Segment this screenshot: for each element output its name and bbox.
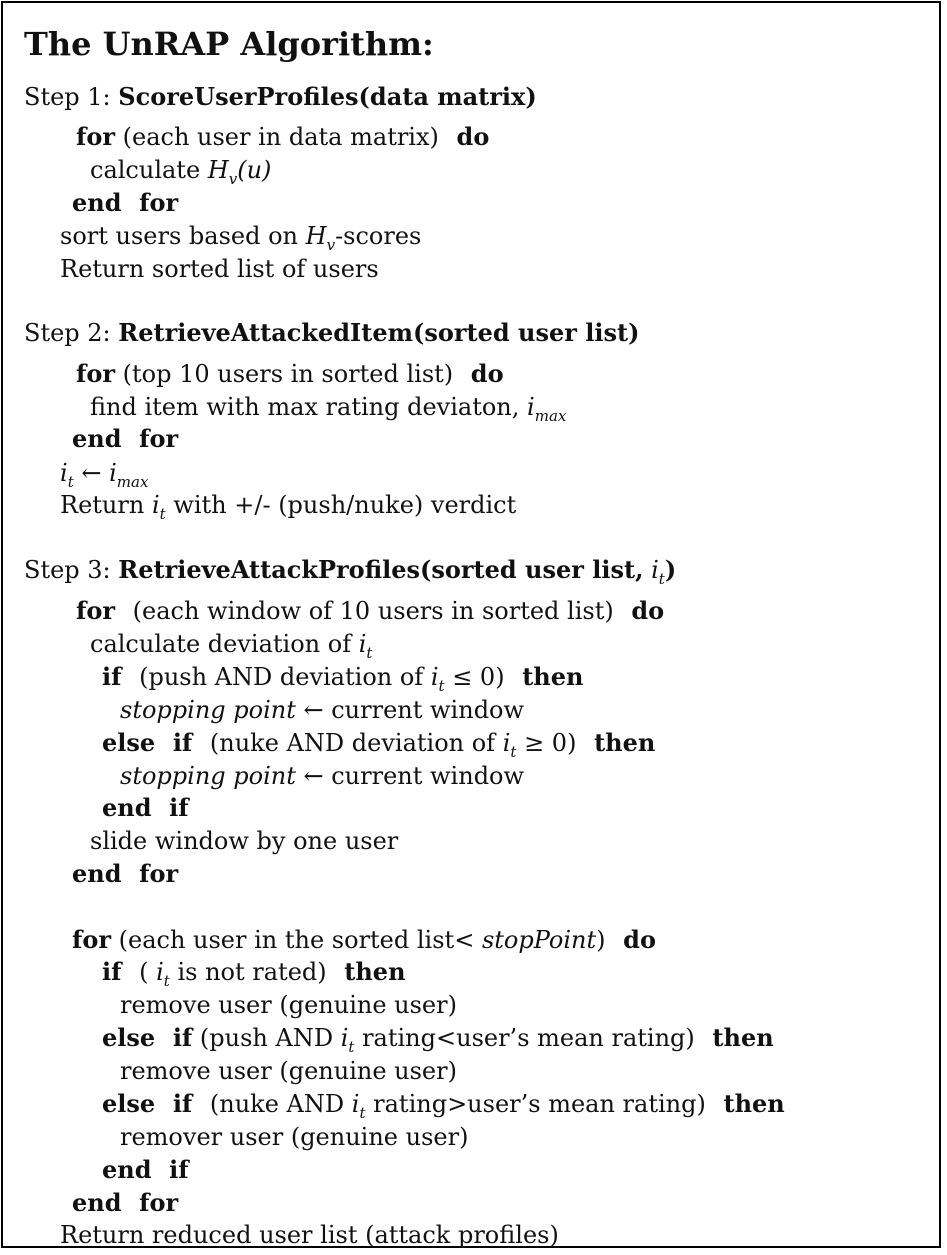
step1-function: ScoreUserProfiles(data matrix) <box>118 82 537 111</box>
math-h: H <box>207 156 229 184</box>
step2-for-line <box>76 359 504 389</box>
math-sub: t <box>159 504 166 523</box>
step1-calc-text: calculate <box>90 156 201 184</box>
step1-sort-text: sort users based on <box>60 222 298 250</box>
algorithm-title: The UnRAP Algorithm: <box>24 25 434 63</box>
step3-endif2-line <box>102 1155 189 1185</box>
keyword-if: if <box>102 662 122 691</box>
step3-label: Step 3: <box>24 556 111 584</box>
step2-return-line <box>60 490 517 523</box>
for2-condition: (each user in the sorted list< <box>118 926 475 954</box>
math-sub: t <box>67 472 74 491</box>
keyword-end: end <box>72 859 122 888</box>
calcdev-text: calculate deviation of <box>90 630 352 658</box>
step2-for-condition: (top 10 users in sorted list) <box>122 360 454 388</box>
keyword-then: then <box>594 728 656 757</box>
keyword-if: if <box>169 793 189 822</box>
math-h: H <box>305 222 327 250</box>
keyword-then: then <box>712 1023 774 1052</box>
keyword-for: for <box>139 424 179 453</box>
stop-assign: ← current window <box>303 696 525 724</box>
keyword-for: for <box>139 188 179 217</box>
math-sub: v <box>228 169 238 188</box>
step2-heading <box>24 318 639 348</box>
keyword-for: for <box>76 359 115 388</box>
keyword-for: for <box>139 859 179 888</box>
step3-endif-line <box>102 793 189 823</box>
step1-sort-line <box>60 221 422 254</box>
keyword-then: then <box>344 957 406 986</box>
math-i: i <box>151 491 160 519</box>
paren-open: ( <box>139 958 149 986</box>
keyword-for: for <box>139 1188 179 1217</box>
if2-condition: is not rated) <box>177 958 327 986</box>
step3-function: RetrieveAttackProfiles(sorted user list, <box>118 555 644 584</box>
step1-for-condition: (each user in data matrix) <box>122 123 439 151</box>
paren-close: ) <box>596 926 606 954</box>
keyword-for: for <box>76 122 115 151</box>
math-sub: t <box>348 1037 355 1056</box>
math-i: i <box>430 663 439 691</box>
if-condition: (push AND deviation of <box>139 663 424 691</box>
keyword-do: do <box>631 596 665 625</box>
math-i: i <box>651 556 659 584</box>
keyword-end: end <box>72 424 122 453</box>
stopping-point-var: stopping point <box>120 696 296 724</box>
return-suffix: with +/- (push/nuke) verdict <box>173 491 517 519</box>
step1-sort-suffix: -scores <box>335 222 422 250</box>
math-sub: t <box>366 643 373 662</box>
step1-label: Step 1: <box>24 83 111 111</box>
keyword-else: else <box>102 1089 156 1118</box>
elseif3-condition: (nuke AND <box>209 1090 345 1118</box>
step3-if-line <box>102 662 584 695</box>
keyword-do: do <box>623 925 656 954</box>
math-i: i <box>351 1090 360 1118</box>
math-sub: max <box>116 472 149 491</box>
step2-find-line <box>90 392 567 425</box>
math-sub: t <box>438 676 445 695</box>
elseif3-condition-end: rating>user’s mean rating) <box>373 1090 706 1118</box>
math-sub: t <box>163 971 170 990</box>
keyword-end: end <box>102 1155 152 1184</box>
math-i: i <box>358 630 367 658</box>
step3-slide-line: slide window by one user <box>90 827 399 855</box>
math-sub: v <box>326 235 336 254</box>
stop-point-var: stopPoint <box>481 926 597 954</box>
math-sub: t <box>359 1103 366 1122</box>
paren-close: ) <box>664 555 677 584</box>
keyword-end: end <box>72 1188 122 1217</box>
step3-calcdev-line <box>90 629 373 662</box>
step3-elseif2-line <box>102 1023 774 1056</box>
step3-remove3-line: remover user (genuine user) <box>120 1123 469 1151</box>
math-i: i <box>527 393 535 421</box>
step1-return-line: Return sorted list of users <box>60 255 379 283</box>
if-condition-end: ≤ 0) <box>452 663 505 691</box>
step3-for1-line <box>76 596 664 626</box>
elseif-condition-end: ≥ 0) <box>524 729 577 757</box>
math-i: i <box>60 459 68 487</box>
step3-elseif-line <box>102 728 656 761</box>
math-arg: (u) <box>237 156 272 184</box>
keyword-else: else <box>102 728 156 757</box>
step3-for1-condition: (each window of 10 users in sorted list) <box>132 597 614 625</box>
keyword-if: if <box>102 957 122 986</box>
step3-remove2-line: remove user (genuine user) <box>120 1057 457 1085</box>
return-text: Return <box>60 491 145 519</box>
step3-stop2-line <box>120 761 524 791</box>
step3-endfor2-line <box>72 1188 178 1218</box>
math-sub: t <box>658 569 665 588</box>
step1-endfor-line <box>72 188 178 218</box>
step3-heading <box>24 555 677 588</box>
keyword-end: end <box>102 793 152 822</box>
elseif-condition: (nuke AND deviation of <box>209 729 496 757</box>
keyword-if: if <box>172 728 193 757</box>
step3-stop1-line <box>120 695 524 725</box>
keyword-if: if <box>169 1155 189 1184</box>
stop-assign: ← current window <box>303 762 525 790</box>
keyword-end: end <box>72 188 122 217</box>
math-i: i <box>340 1024 349 1052</box>
elseif2-condition-end: rating<user’s mean rating) <box>362 1024 695 1052</box>
step3-remove1-line: remove user (genuine user) <box>120 991 457 1019</box>
step1-calc-line <box>90 155 272 188</box>
step1-for-line <box>76 122 489 152</box>
step2-function: RetrieveAttackedItem(sorted user list) <box>118 318 640 347</box>
keyword-do: do <box>456 122 490 151</box>
keyword-do: do <box>470 359 504 388</box>
step3-for2-line <box>72 925 656 955</box>
step2-label: Step 2: <box>24 319 111 347</box>
step1-heading <box>24 82 537 112</box>
keyword-then: then <box>522 662 584 691</box>
step3-return-line: Return reduced user list (attack profiles) <box>60 1221 559 1249</box>
step3-elseif3-line <box>102 1089 785 1122</box>
keyword-for: for <box>72 925 111 954</box>
step3-if2-line <box>102 957 406 990</box>
step2-find-text: find item with max rating deviaton, <box>90 393 520 421</box>
keyword-for: for <box>76 596 115 625</box>
keyword-if: if <box>172 1089 193 1118</box>
step2-assign-line <box>60 458 149 491</box>
keyword-then: then <box>723 1089 785 1118</box>
elseif2-condition: (push AND <box>199 1024 334 1052</box>
keyword-else: else <box>102 1023 156 1052</box>
math-i: i <box>156 958 164 986</box>
math-sub: t <box>510 742 517 761</box>
math-sub: max <box>534 406 567 425</box>
step2-endfor-line <box>72 424 178 454</box>
step3-endfor1-line <box>72 859 178 889</box>
keyword-if: if <box>172 1023 193 1052</box>
math-i: i <box>109 459 117 487</box>
math-i: i <box>502 729 511 757</box>
assign-arrow: ← <box>81 459 102 487</box>
stopping-point-var: stopping point <box>120 762 296 790</box>
